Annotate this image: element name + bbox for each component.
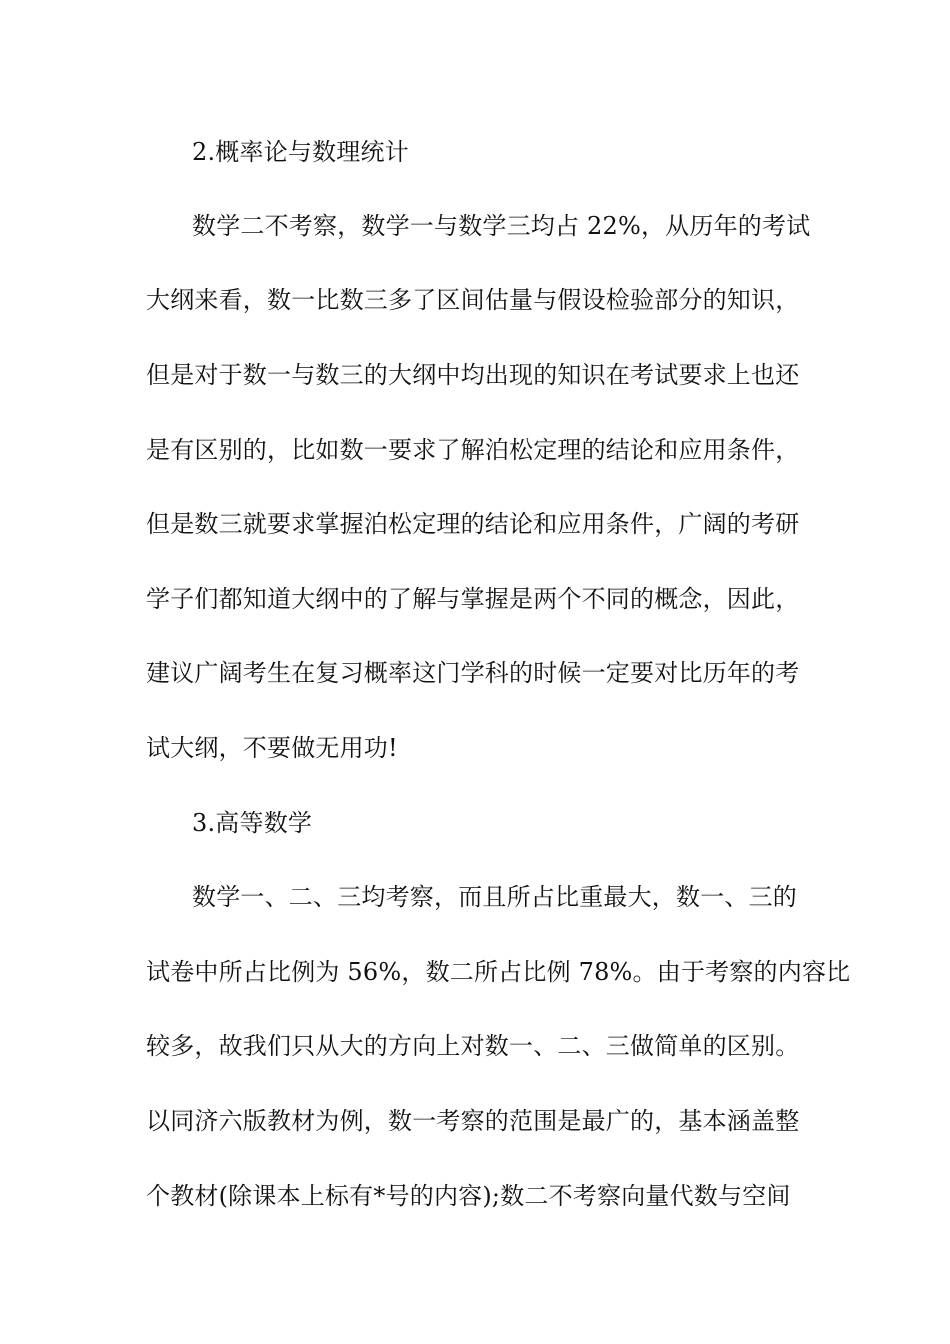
section-heading-calculus: 3.高等数学: [192, 809, 313, 837]
paragraph-line: 试大纲，不要做无用功!: [146, 734, 398, 762]
paragraph-line: 个教材(除课本上标有*号的内容);数二不考察向量代数与空间: [146, 1182, 791, 1210]
paragraph-line: 学子们都知道大纲中的了解与掌握是两个不同的概念，因此，: [146, 585, 800, 613]
paragraph-line: 较多，故我们只从大的方向上对数一、二、三做简单的区别。: [146, 1032, 800, 1060]
paragraph-line: 数学二不考察，数学一与数学三均占 22%，从历年的考试: [192, 212, 811, 240]
paragraph-line: 但是数三就要求掌握泊松定理的结论和应用条件，广阔的考研: [146, 510, 800, 538]
paragraph-line: 数学一、二、三均考察，而且所占比重最大，数一、三的: [192, 883, 797, 911]
paragraph-line: 但是对于数一与数三的大纲中均出现的知识在考试要求上也还: [146, 361, 800, 389]
paragraph-line: 是有区别的，比如数一要求了解泊松定理的结论和应用条件，: [146, 436, 800, 464]
paragraph-line: 试卷中所占比例为 56%，数二所占比例 78%。由于考察的内容比: [146, 958, 851, 986]
paragraph-line: 以同济六版教材为例，数一考察的范围是最广的，基本涵盖整: [146, 1107, 800, 1135]
paragraph-line: 大纲来看，数一比数三多了区间估量与假设检验部分的知识，: [146, 286, 800, 314]
paragraph-line: 建议广阔考生在复习概率这门学科的时候一定要对比历年的考: [146, 659, 800, 687]
section-heading-probability: 2.概率论与数理统计: [192, 138, 409, 166]
